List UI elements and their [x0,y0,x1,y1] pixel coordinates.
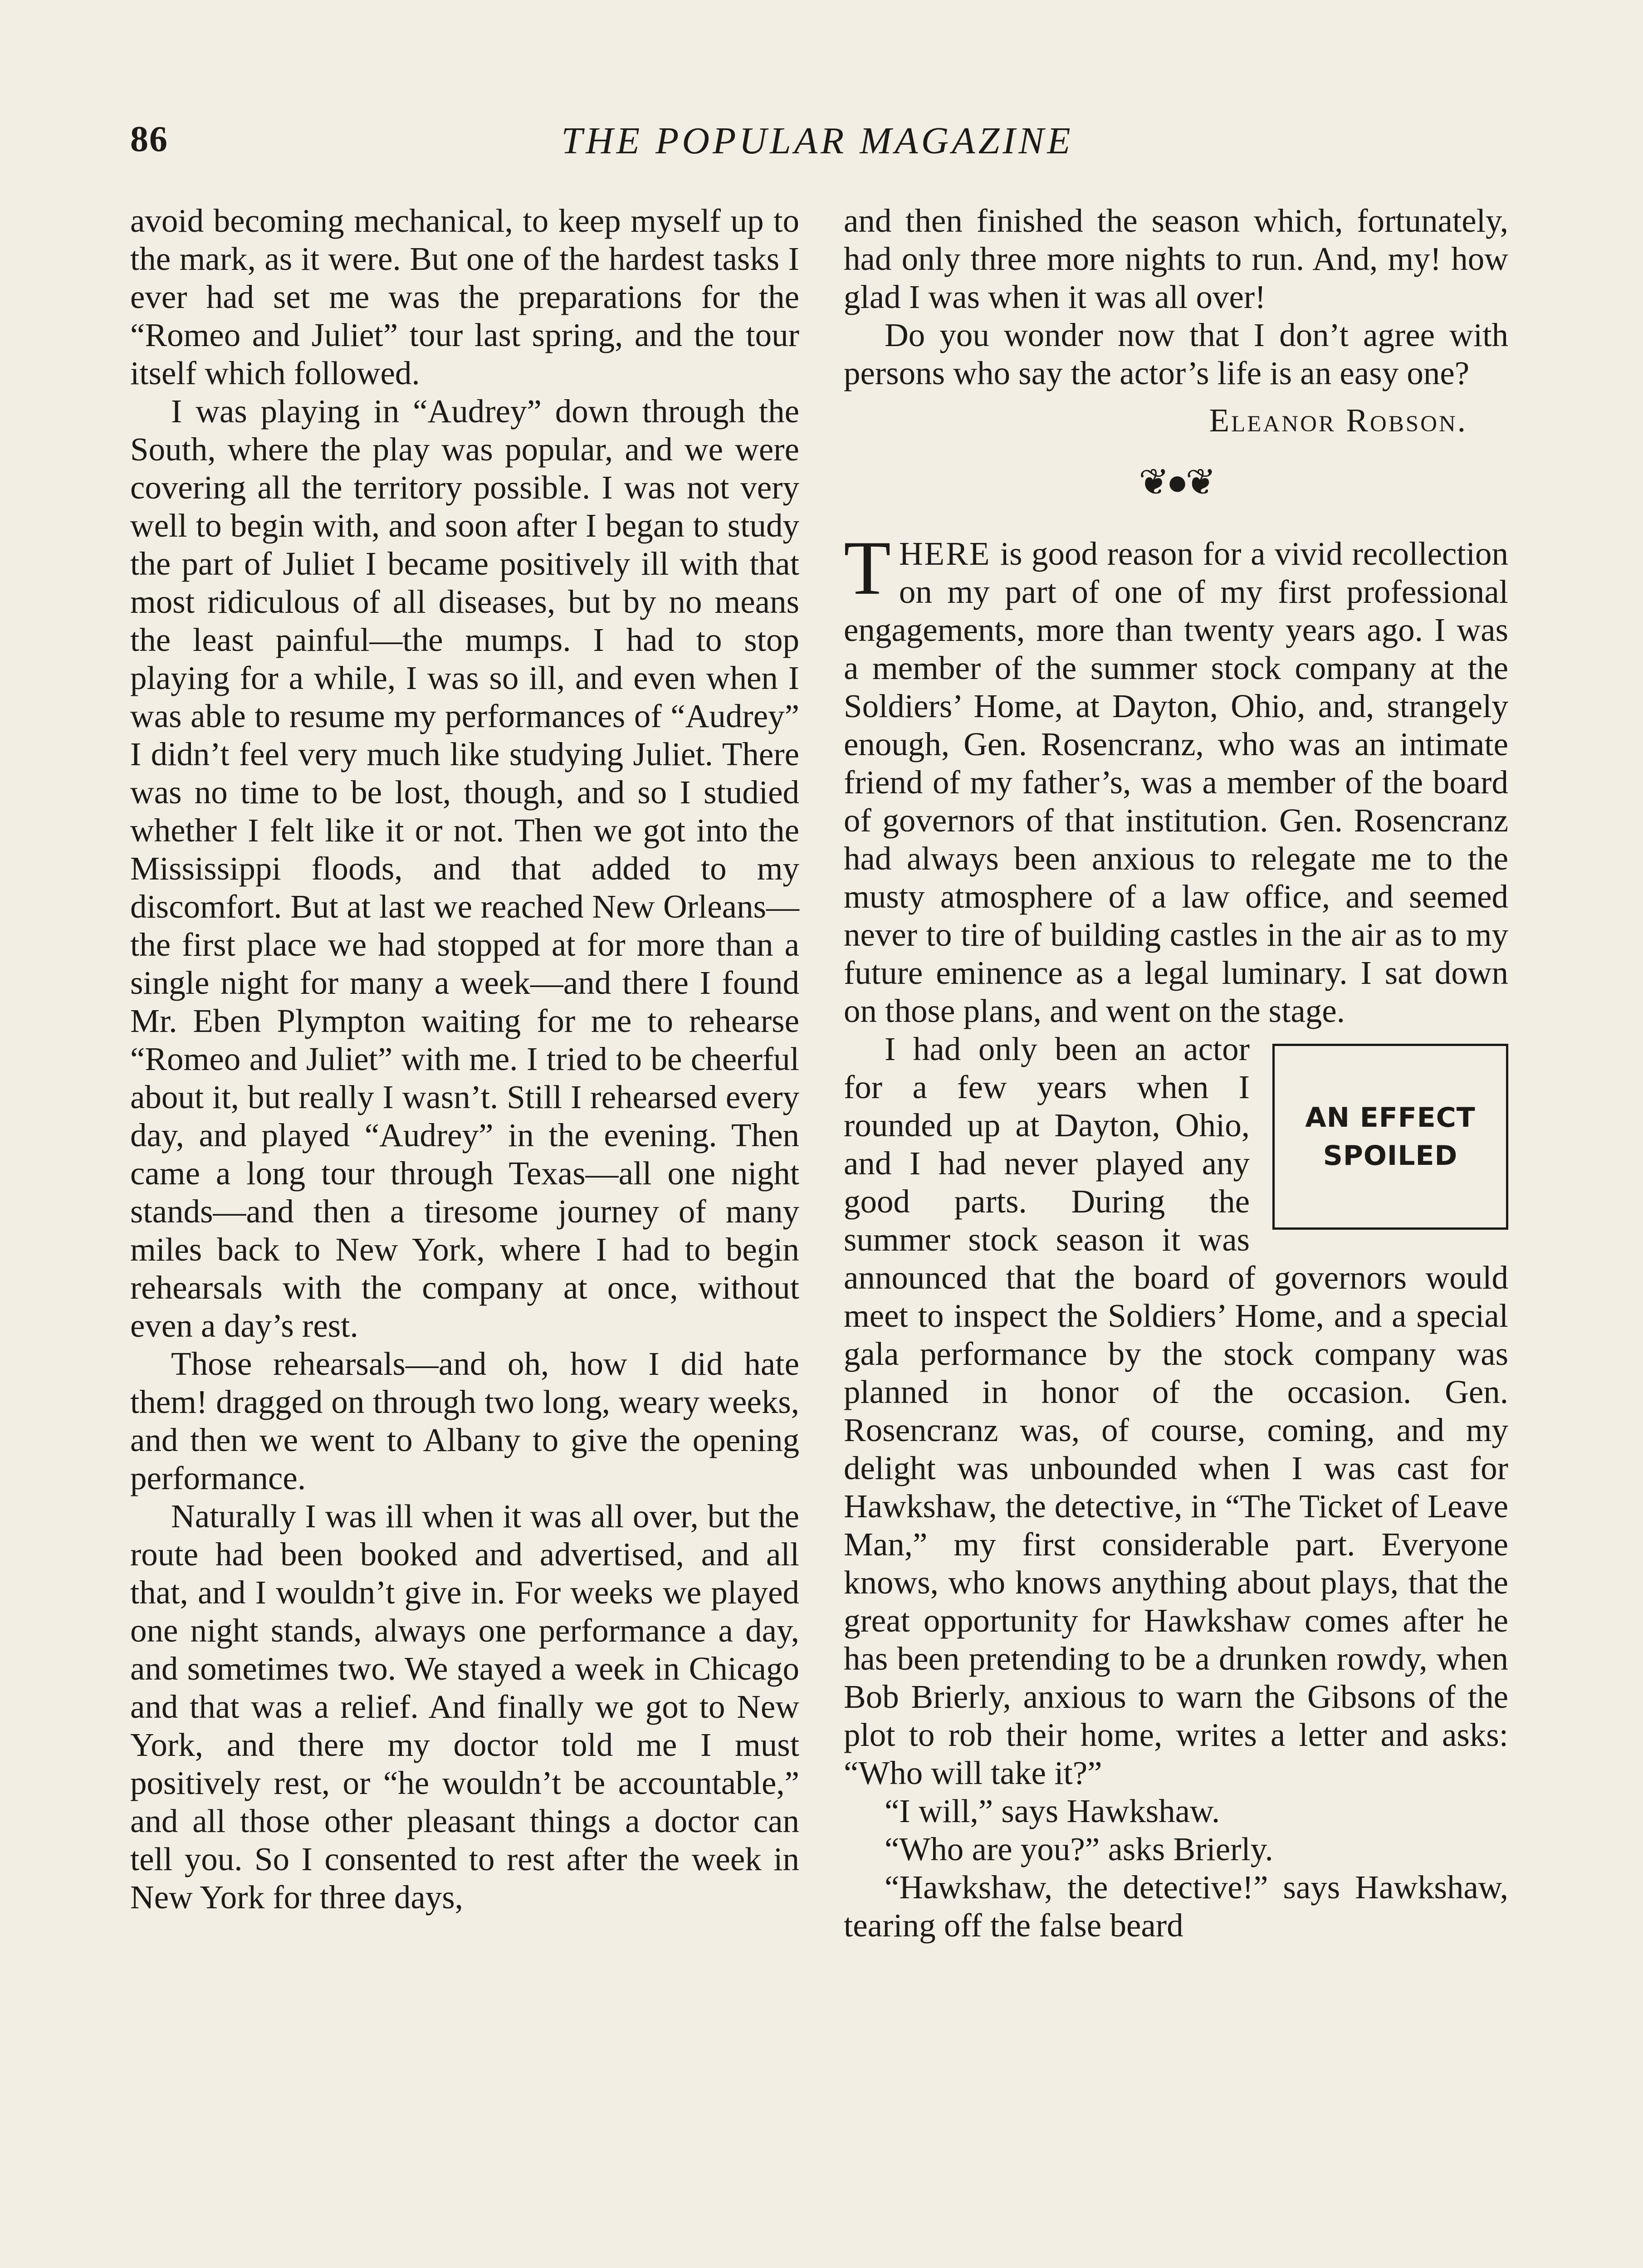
sidebar-heading-box [1272,1044,1508,1230]
paragraph: Do you wonder now that I don’t agree with persons who say the actor’s life is an easy one? [844,317,1508,391]
first-words: HERE [899,535,991,572]
dialogue-line: “Who are you?” asks Brierly. [885,1831,1273,1867]
dialogue-line: “I will,” says Hawkshaw. [885,1793,1220,1829]
page-number: 86 [130,119,168,159]
paragraph: avoid becoming mechanical, to keep myself up to the mark, as it were. But one of the hardest tasks I ever had set me was the preparations for the “Romeo and Juliet” tour last spring, and the tour itself which followed. [130,202,799,391]
paragraph-text: is good reason for a vivid recollection on my part of one of my first professional engagements, more than twenty years ago. I was a member of the summer stock company at the Soldiers’ Home, at Dayton, Ohio, and, strangely enough, Gen. Rosencranz, who was an intimate friend of my father’s, was a member of the board of governors of that institution. Gen. Rosencranz had always been anxious to relegate me to the musty atmosphere of a law office, and seemed never to tire of building castles in the air as to my future eminence as a legal luminary. I sat down on those plans, and went on the stage. [844,535,1508,1029]
paragraph: Those rehearsals—and oh, how I did hate them! dragged on through two long, weary weeks, and then we went to Albany to give the opening performance. [130,1345,799,1496]
article-paragraph [844,525,1508,1030]
sidebar-heading: AN EFFECT SPOILED [1305,1102,1476,1172]
section-ornament-icon: ❦●❦ [1139,463,1213,503]
drop-cap: T [844,525,891,611]
dialogue-line: “Hawkshaw, the detective!” says Hawkshaw, tearing off the false beard [844,1869,1508,1944]
paragraph: I had only been an actor for a few years when I rounded up at Dayton, Ohio, and I had never played any good parts. During the summer stock season it was announced that the board of governors would meet to inspect the Soldiers’ Home, and a special gala performance by the stock company was planned in honor of the occasion. Gen. Rosencranz was, of course, coming, and my delight was unbounded when I was cast for Hawkshaw, the detective, in “The Ticket of Leave Man,” my first considerable part. Everyone knows, who knows anything about plays, that the great opportunity for Hawkshaw comes after he has been pretending to be a drunken rowdy, when Bob Brierly, anxious to warn the Gibsons of the plot to rob their home, writes a letter and asks: “Who will take it?” [844,1031,1508,1791]
page-header [130,119,1505,173]
paragraph: I was playing in “Audrey” down through the South, where the play was popular, and we were covering all the territory possible. I was not very well to begin with, and soon after I began to study the part of Juliet I became positively ill with that most ridiculous of all diseases, but by no means the least painful—the mumps. I had to stop playing for a while, I was so ill, and even when I was able to resume my performances of “Audrey” I didn’t feel very much like studying Juliet. There was no time to be lost, though, and so I studied whether I felt like it or not. Then we got into the Mississippi floods, and that added to my discomfort. But at last we reached New Orleans—the first place we had stopped at for more than a single night for many a week—and there I found Mr. Eben Plympton waiting for me to rehearse “Romeo and Juliet” with me. I tried to be cheerful about it, but really I wasn’t. Still I rehearsed every day, and played “Audrey” in the evening. Then came a long tour through Texas—all one night stands—and then a tiresome journey of many miles back to New York, where I had to begin rehearsals with the company at once, without even a day’s rest. [130,393,799,1344]
left-column [130,202,799,1916]
magazine-title: THE POPULAR MAGAZINE [561,120,1074,162]
right-column [844,202,1508,1945]
paragraph: and then finished the season which, fortunately, had only three more nights to run. And, my! how glad I was when it was all over! [844,202,1508,315]
author-signature: Eleanor Robson. [1209,402,1467,439]
paragraph: Naturally I was ill when it was all over, but the route had been booked and advertised, and all that, and I wouldn’t give in. For weeks we played one night stands, always one performance a day, and sometimes two. We stayed a week in Chicago and that was a relief. And finally we got to New York, and there my doctor told me I must positively rest, or “he wouldn’t be accountable,” and all those other pleasant things a doctor can tell you. So I consented to rest after the week in New York for three days, [130,1498,799,1916]
